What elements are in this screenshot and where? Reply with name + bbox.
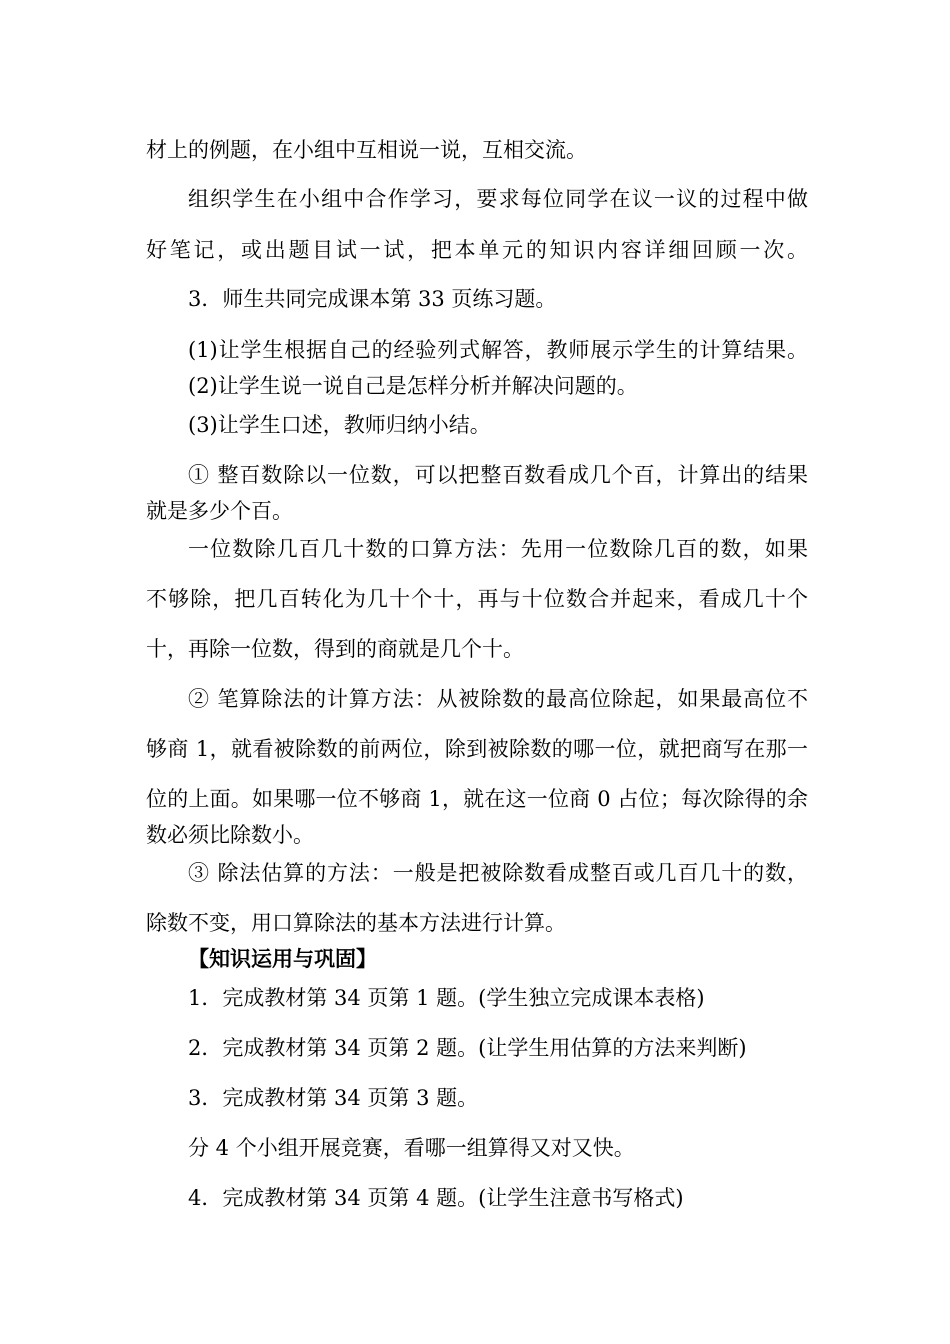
text-line: 位的上面。如果哪一位不够商 1，就在这一位商 0 占位；每次除得的余 bbox=[146, 787, 808, 811]
text-line: 除数不变，用口算除法的基本方法进行计算。 bbox=[146, 911, 566, 935]
text-line: 材上的例题，在小组中互相说一说，互相交流。 bbox=[146, 138, 587, 162]
text-line: (3)让学生口述，教师归纳小结。 bbox=[188, 413, 491, 437]
text-line: (2)让学生说一说自己是怎样分析并解决问题的。 bbox=[188, 374, 638, 398]
text-line: 十，再除一位数，得到的商就是几个十。 bbox=[146, 637, 524, 661]
text-line: ① 整百数除以一位数，可以把整百数看成几个百，计算出的结果 bbox=[188, 463, 808, 487]
text-line: ② 笔算除法的计算方法：从被除数的最高位除起，如果最高位不 bbox=[188, 687, 808, 711]
text-line: 不够除，把几百转化为几十个十，再与十位数合并起来，看成几十个 bbox=[146, 587, 808, 611]
text-line: 好笔记，或出题目试一试，把本单元的知识内容详细回顾一次。 bbox=[146, 238, 808, 262]
text-line: 1．完成教材第 34 页第 1 题。(学生独立完成课本表格) bbox=[188, 986, 705, 1010]
text-line: 一位数除几百几十数的口算方法：先用一位数除几百的数，如果 bbox=[188, 537, 808, 561]
text-line: 2．完成教材第 34 页第 2 题。(让学生用估算的方法来判断) bbox=[188, 1036, 747, 1060]
text-line: 3．完成教材第 34 页第 3 题。 bbox=[188, 1086, 479, 1110]
text-line: 4．完成教材第 34 页第 4 题。(让学生注意书写格式) bbox=[188, 1186, 684, 1210]
text-line: 数必须比除数小。 bbox=[146, 823, 314, 847]
text-line: 够商 1，就看被除数的前两位，除到被除数的哪一位，就把商写在那一 bbox=[146, 737, 808, 761]
section-heading: 【知识运用与巩固】 bbox=[188, 947, 377, 971]
text-line: 3．师生共同完成课本第 33 页练习题。 bbox=[188, 287, 557, 311]
text-line: (1)让学生根据自己的经验列式解答，教师展示学生的计算结果。 bbox=[188, 338, 808, 362]
text-line: ③ 除法估算的方法：一般是把被除数看成整百或几百几十的数， bbox=[188, 861, 808, 885]
text-line: 分 4 个小组开展竞赛，看哪一组算得又对又快。 bbox=[188, 1136, 635, 1160]
text-line: 组织学生在小组中合作学习，要求每位同学在议一议的过程中做 bbox=[188, 187, 808, 211]
text-line: 就是多少个百。 bbox=[146, 499, 293, 523]
